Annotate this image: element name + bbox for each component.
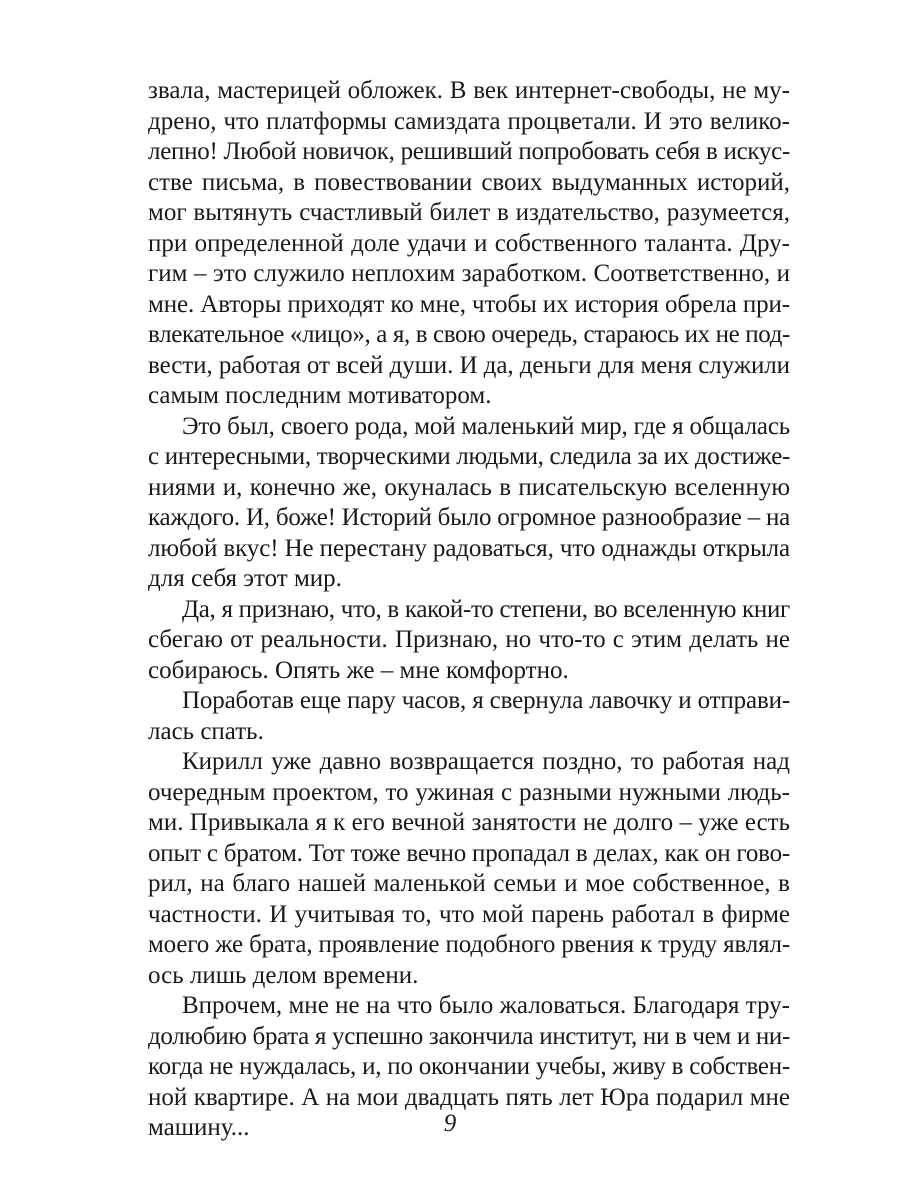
- text-line: моего же брата, проявление подобного рвения к труду являл-: [148, 931, 790, 958]
- paragraph-5: [148, 747, 790, 991]
- text-line: ми. Привыкала я к его вечной занятости не долго – уже есть: [148, 809, 790, 836]
- text-line: дрено, что платформы самиздата процветали. И это велико-: [148, 107, 790, 135]
- text-line: Поработав еще пару часов, я свернула лавочку и отправи-: [182, 687, 790, 714]
- text-line: ось лишь делом времени.: [148, 961, 419, 989]
- text-line: мог вытянуть счастливый билет в издательство, разумеется,: [148, 199, 790, 226]
- text-line: гим – это служило неплохим заработком. Соответственно, и: [148, 260, 790, 287]
- text-line: мне. Авторы приходят ко мне, чтобы их история обрела при-: [148, 290, 791, 318]
- text-line: рил, на благо нашей маленькой семьи и мое собственное, в: [148, 870, 790, 897]
- text-line: ниями и, конечно же, окуналась в писательскую вселенную: [148, 473, 790, 501]
- text-line: вести, работая от всей души. И да, деньги для меня служили: [148, 351, 791, 379]
- text-line: стве письма, в повествовании своих выдуманных историй,: [148, 168, 790, 196]
- text-line: с интересными, творческими людьми, следила за их достиже-: [148, 443, 790, 470]
- text-line: влекательное «лицо», а я, в свою очередь, стараюсь их не под-: [148, 321, 791, 348]
- paragraph-4: [148, 686, 790, 747]
- text-line: лепно! Любой новичок, решивший попробовать себя в искус-: [148, 138, 791, 165]
- text-line: любой вкус! Не перестану радоваться, что однажды открыла: [148, 534, 791, 562]
- text-line: самым последним мотиватором.: [148, 382, 492, 409]
- text-line: Впрочем, мне не на что было жаловаться. Благодаря тру-: [182, 992, 790, 1019]
- text-line: Кирилл уже давно возвращается поздно, то работая над: [182, 748, 790, 775]
- text-line: при определенной доле удачи и собственного таланта. Дру-: [148, 229, 790, 257]
- text-line: ной квартире. А на мои двадцать пять лет Юра подарил мне: [148, 1083, 790, 1111]
- text-line: когда не нуждалась, и, по окончании учебы, живу в собствен-: [148, 1053, 790, 1080]
- text-line: частности. И учитывая то, что мой парень работал в фирме: [148, 900, 790, 928]
- text-line: Это был, своего рода, мой маленький мир, где я общалась: [182, 412, 791, 440]
- page-body-text: [148, 76, 790, 1144]
- text-line: для себя этот мир.: [148, 565, 342, 592]
- text-line: очередным проектом, то ужиная с разными нужными людь-: [148, 778, 790, 806]
- text-line: каждого. И, боже! Историй было огромное разнообразие – на: [148, 504, 790, 531]
- text-line: сбегаю от реальности. Признаю, но что-то с этим делать не: [148, 626, 790, 653]
- page-number: 9: [443, 1110, 457, 1137]
- text-line: Да, я признаю, что, в какой-то степени, во вселенную книг: [182, 595, 791, 623]
- text-line: опыт с братом. Тот тоже вечно пропадал в делах, как он гово-: [148, 839, 790, 867]
- paragraph-1: [148, 76, 790, 412]
- text-line: собираюсь. Опять же – мне комфортно.: [148, 656, 569, 684]
- paragraph-2: [148, 412, 790, 595]
- paragraph-3: [148, 595, 790, 687]
- text-line: машину...: [148, 1114, 250, 1141]
- text-line: долюбию брата я успешно закончила институт, ни в чем и ни-: [148, 1022, 790, 1050]
- text-line: лась спать.: [148, 717, 264, 745]
- text-line: звала, мастерицей обложек. В век интернет-свободы, не му-: [148, 77, 790, 104]
